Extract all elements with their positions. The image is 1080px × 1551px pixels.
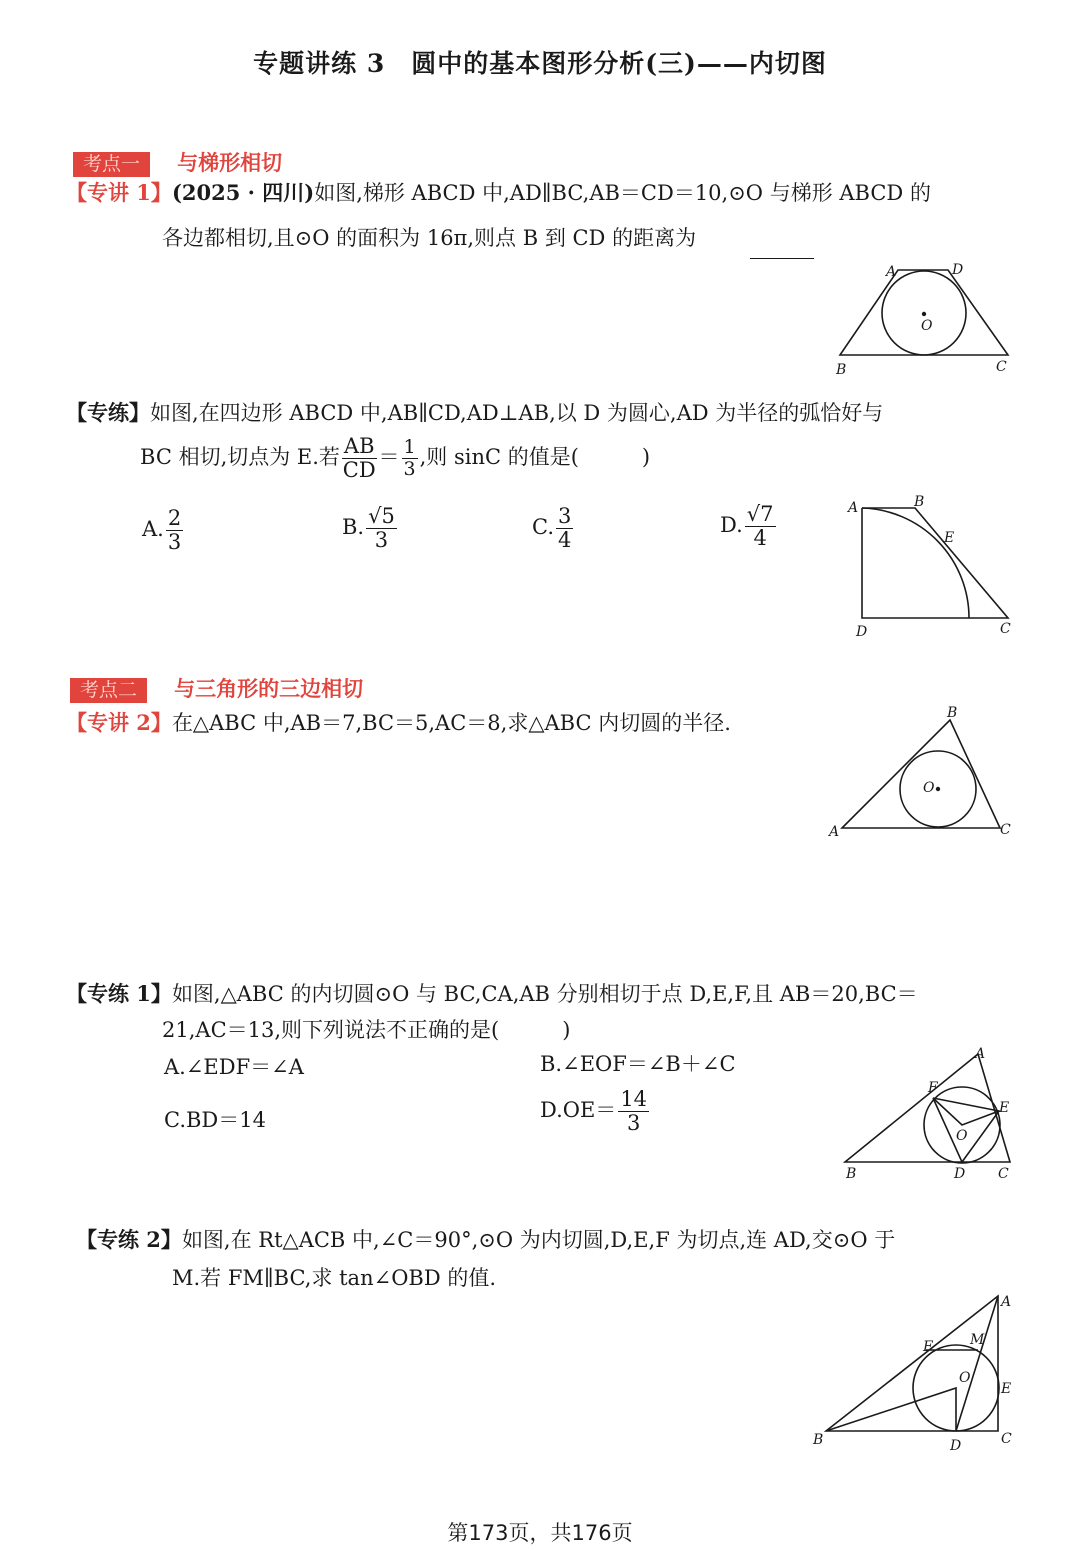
label-d: D (950, 1438, 962, 1454)
lecture1-source: (2025 · 四川) (171, 180, 315, 205)
label-b: B (947, 705, 958, 721)
label-d: D (856, 624, 868, 640)
option-c[interactable] (532, 506, 575, 551)
label-a: A (1001, 1294, 1012, 1310)
label-e: E (944, 530, 955, 546)
label-o: O (921, 318, 933, 334)
option-c-den: 4 (558, 528, 572, 552)
lecture1-text1: 如图,梯形 ABCD 中,AD∥BC,AB＝CD＝10,⊙O 与梯形 ABCD 的 (314, 181, 931, 205)
center-dot (922, 312, 926, 316)
figure-triangle-incircle (822, 700, 1022, 845)
option-c-letter: C. (532, 515, 554, 539)
lecture1-label: 【专讲 1】 (66, 180, 172, 205)
label-c: C (998, 1166, 1009, 1182)
option-b-frac (366, 506, 397, 551)
practice-text2-pre: BC 相切,切点为 E.若 (140, 445, 340, 469)
label-e: E (1001, 1381, 1012, 1397)
practice2-text1: 如图,在 Rt△ACB 中,∠C＝90°,⊙O 为内切圆,D,E,F 为切点,连 AD,交⊙O 于 (181, 1228, 896, 1252)
figure-quadrilateral-arc (840, 490, 1030, 645)
option-d-num: 14 (620, 1087, 648, 1111)
practice-eq: ＝ (378, 445, 400, 469)
section2-title: 与三角形的三边相切 (174, 677, 364, 701)
option-a-den: 3 (167, 530, 182, 554)
label-f: F (928, 1080, 938, 1096)
label-o: O (959, 1370, 971, 1386)
arc (862, 508, 969, 618)
section2-header (70, 673, 363, 703)
practice-label: 【专练】 (66, 400, 150, 425)
label-a: A (975, 1046, 986, 1062)
label-a: A (848, 500, 859, 516)
section1-title: 与梯形相切 (177, 151, 283, 175)
label-o: O (956, 1128, 968, 1144)
option-b-den: 3 (374, 528, 389, 552)
option-c-num: 3 (558, 504, 572, 528)
practice-fraction-ab-cd (342, 436, 377, 481)
figure-triangle-radii (830, 1040, 1025, 1190)
label-a: A (829, 824, 840, 840)
figure-right-triangle (808, 1288, 1028, 1458)
practice1-option-d[interactable] (540, 1089, 651, 1134)
lecture2-label: 【专讲 2】 (66, 710, 172, 735)
label-d: D (952, 262, 964, 278)
section1-tag: 考点一 (73, 152, 150, 177)
option-a-letter: A. (142, 517, 164, 541)
option-b-num: √5 (368, 504, 395, 528)
option-d-letter: D. (720, 513, 743, 537)
frac-num: AB (343, 434, 375, 458)
triangle-shape (826, 1296, 998, 1431)
option-d-frac (745, 504, 776, 549)
practice1-label: 【专练 1】 (66, 981, 172, 1006)
label-f: F (923, 1339, 933, 1355)
label-d: D (954, 1166, 966, 1182)
segment-bo-od (826, 1388, 956, 1431)
practice-text1: 如图,在四边形 ABCD 中,AB∥CD,AD⊥AB,以 D 为圆心,AD 为半径的弧恰好与 (150, 401, 884, 425)
option-a[interactable] (142, 508, 185, 553)
figure-trapezoid (828, 258, 1028, 378)
practice-line1 (66, 397, 883, 427)
label-b: B (846, 1166, 857, 1182)
quadrilateral-shape (862, 508, 1008, 618)
practice2-line1 (76, 1224, 895, 1254)
practice1-option-d-pre: D.OE＝ (540, 1098, 617, 1122)
label-e: E (999, 1100, 1010, 1116)
center-dot (936, 787, 940, 791)
label-a: A (886, 264, 897, 280)
option-a-frac (166, 508, 183, 553)
triangle-shape (842, 720, 1000, 828)
label-b: B (914, 494, 925, 510)
practice1-option-d-frac (618, 1089, 649, 1134)
label-b: B (813, 1432, 824, 1448)
frac-den: CD (342, 458, 376, 482)
practice1-text1: 如图,△ABC 的内切圆⊙O 与 BC,CA,AB 分别相切于点 D,E,F,且 AB＝20,BC＝ (171, 982, 918, 1006)
practice1-option-c[interactable]: C.BD＝14 (164, 1108, 266, 1132)
option-c-frac (556, 506, 573, 551)
frac2-num: 1 (403, 436, 416, 458)
label-c: C (1000, 822, 1011, 838)
option-d-num: √7 (746, 502, 774, 526)
label-b: B (836, 362, 847, 378)
page-number: 第173页，共176页 (447, 1521, 633, 1545)
lecture1-line1 (66, 177, 931, 207)
label-c: C (996, 359, 1007, 375)
page-title: 专题讲练 3 圆中的基本图形分析(三)——内切图 (253, 49, 827, 78)
option-a-num: 2 (167, 506, 182, 530)
option-d-den: 3 (626, 1111, 641, 1135)
lecture1-text2: 各边都相切,且⊙O 的面积为 16π,则点 B 到 CD 的距离为 (162, 226, 697, 250)
option-b[interactable] (342, 506, 399, 551)
option-d[interactable] (720, 504, 778, 549)
frac2-den: 3 (403, 458, 416, 480)
practice1-text2: 21,AC＝13,则下列说法不正确的是( ) (162, 1018, 571, 1042)
label-o: O (923, 780, 935, 796)
option-d-den: 4 (753, 526, 767, 550)
practice-fraction-1-3 (402, 438, 418, 479)
practice2-text2: M.若 FM∥BC,求 tan∠OBD 的值. (172, 1266, 497, 1290)
label-m: M (970, 1332, 985, 1348)
practice1-option-a[interactable]: A.∠EDF＝∠A (164, 1055, 304, 1079)
label-c: C (1000, 621, 1011, 637)
answer-blank (750, 257, 814, 259)
section2-tag: 考点二 (70, 678, 147, 703)
practice2-label: 【专练 2】 (76, 1227, 182, 1252)
option-b-letter: B. (342, 515, 365, 539)
practice-text2-post: ,则 sinC 的值是( ) (419, 445, 651, 469)
label-c: C (1001, 1431, 1012, 1447)
lecture2-line (66, 707, 731, 737)
section1-header (73, 147, 282, 177)
practice-line2 (140, 436, 650, 481)
practice1-line1 (66, 978, 918, 1008)
lecture2-text: 在△ABC 中,AB＝7,BC＝5,AC＝8,求△ABC 内切圆的半径. (171, 711, 731, 735)
practice1-option-b[interactable]: B.∠EOF＝∠B＋∠C (540, 1052, 736, 1076)
